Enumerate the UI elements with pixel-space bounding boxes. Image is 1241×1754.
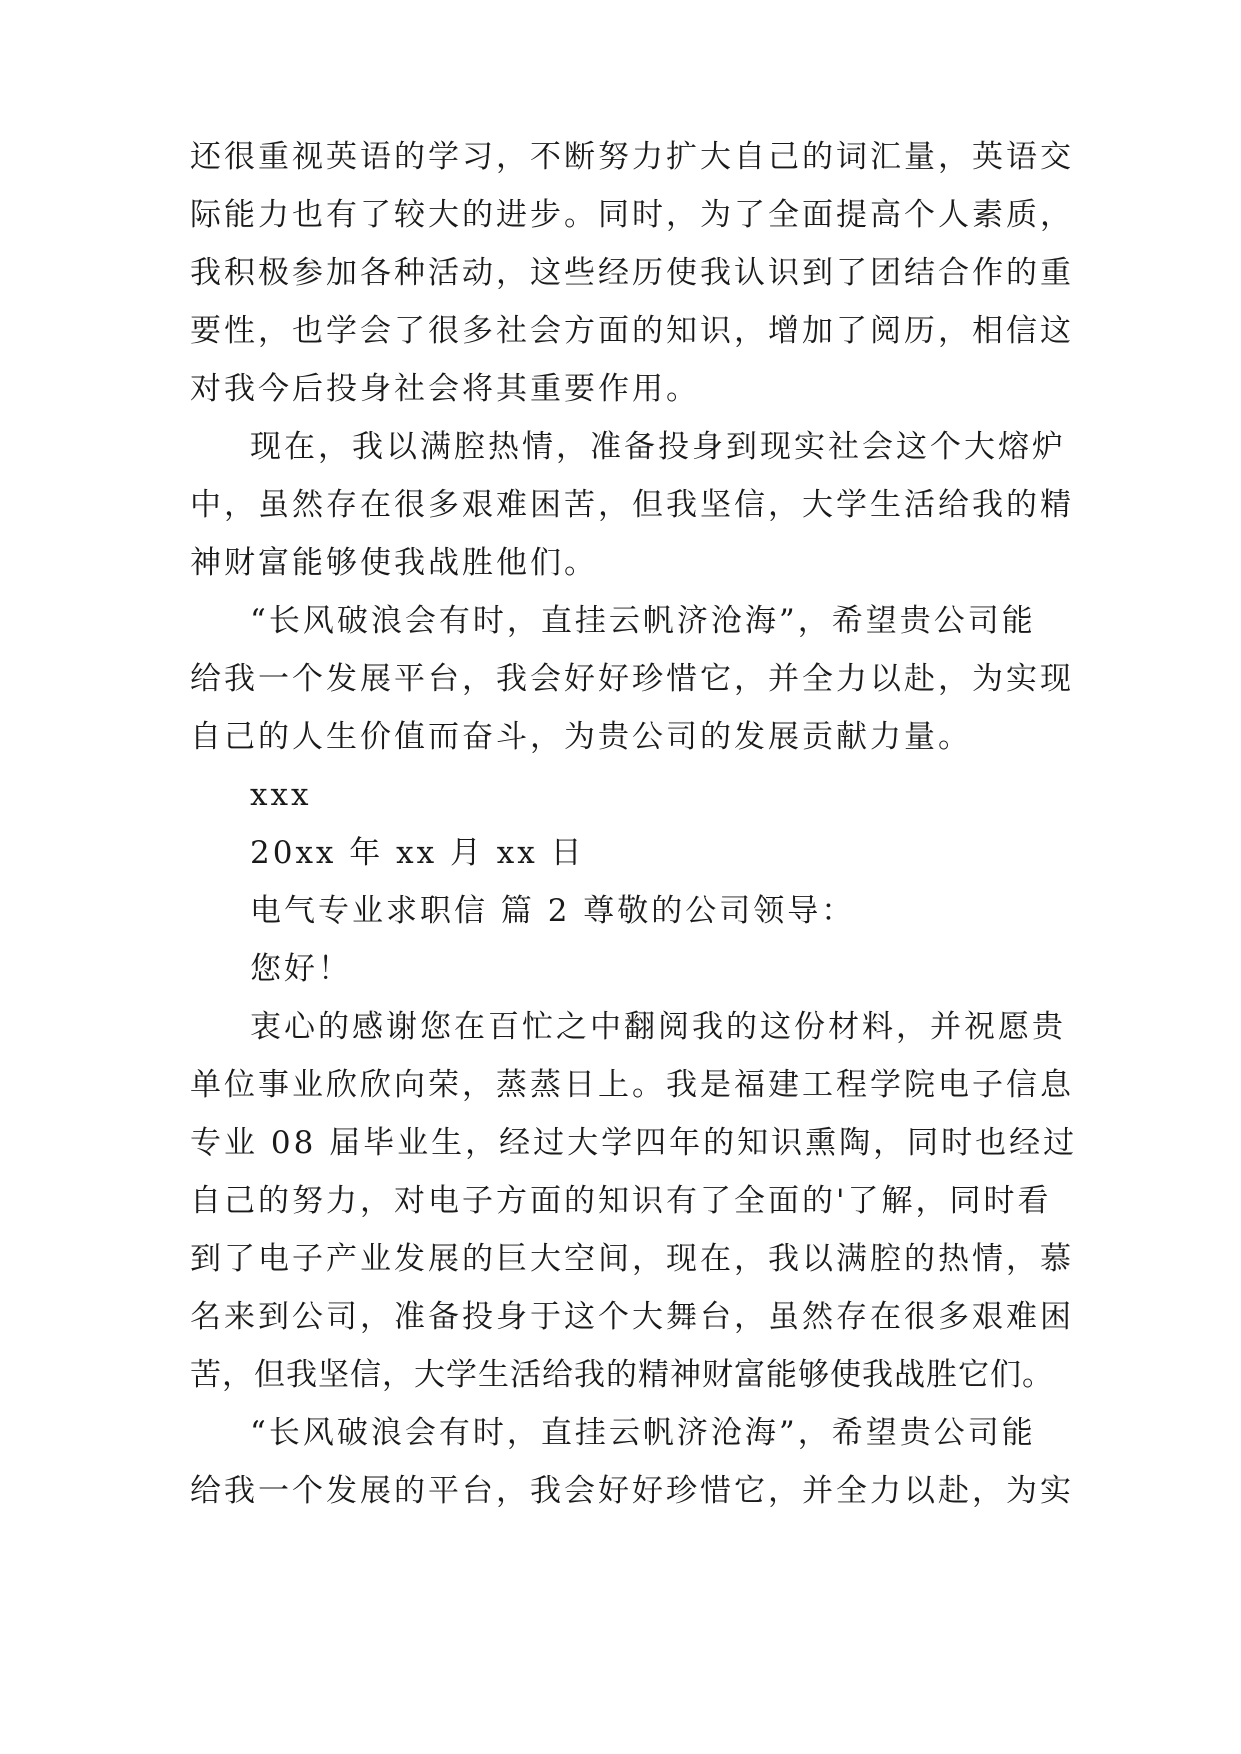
text-line: “长风破浪会有时，直挂云帆济沧海”，希望贵公司能 <box>250 1415 1036 1451</box>
text-line: “长风破浪会有时，直挂云帆济沧海”，希望贵公司能 <box>250 603 1036 639</box>
text-line: 现在，我以满腔热情，准备投身到现实社会这个大熔炉 <box>250 429 1066 465</box>
text-line: 名来到公司，准备投身于这个大舞台，虽然存在很多艰难困 <box>190 1299 1074 1335</box>
text-line: 自己的人生价值而奋斗，为贵公司的发展贡献力量。 <box>190 719 972 755</box>
section-heading: 电气专业求职信 篇 2 尊敬的公司领导： <box>250 893 856 929</box>
text-line: 我积极参加各种活动，这些经历使我认识到了团结合作的重 <box>190 255 1074 291</box>
signature-name: xxx <box>250 777 312 813</box>
greeting: 您好！ <box>250 951 352 987</box>
text-line: 给我一个发展的平台，我会好好珍惜它，并全力以赴，为实 <box>190 1473 1074 1509</box>
signature-date: 20xx 年 xx 月 xx 日 <box>250 835 585 871</box>
text-line: 到了电子产业发展的巨大空间，现在，我以满腔的热情，慕 <box>190 1241 1074 1277</box>
text-line: 神财富能够使我战胜他们。 <box>190 545 598 581</box>
text-line: 际能力也有了较大的进步。同时，为了全面提高个人素质， <box>190 197 1074 233</box>
text-line: 专业 08 届毕业生，经过大学四年的知识熏陶，同时也经过 <box>190 1125 1078 1161</box>
text-line: 要性，也学会了很多社会方面的知识，增加了阅历，相信这 <box>190 313 1074 349</box>
text-line: 单位事业欣欣向荣，蒸蒸日上。我是福建工程学院电子信息 <box>190 1067 1074 1103</box>
text-line: 对我今后投身社会将其重要作用。 <box>190 371 700 407</box>
text-line: 还很重视英语的学习，不断努力扩大自己的词汇量，英语交 <box>190 139 1074 175</box>
text-line: 自己的努力，对电子方面的知识有了全面的'了解，同时看 <box>190 1183 1052 1219</box>
text-line: 中，虽然存在很多艰难困苦，但我坚信，大学生活给我的精 <box>190 487 1074 523</box>
text-line: 苦，但我坚信，大学生活给我的精神财富能够使我战胜它们。 <box>190 1357 1054 1393</box>
text-line: 衷心的感谢您在百忙之中翻阅我的这份材料，并祝愿贵 <box>250 1009 1066 1045</box>
text-line: 给我一个发展平台，我会好好珍惜它，并全力以赴，为实现 <box>190 661 1074 697</box>
